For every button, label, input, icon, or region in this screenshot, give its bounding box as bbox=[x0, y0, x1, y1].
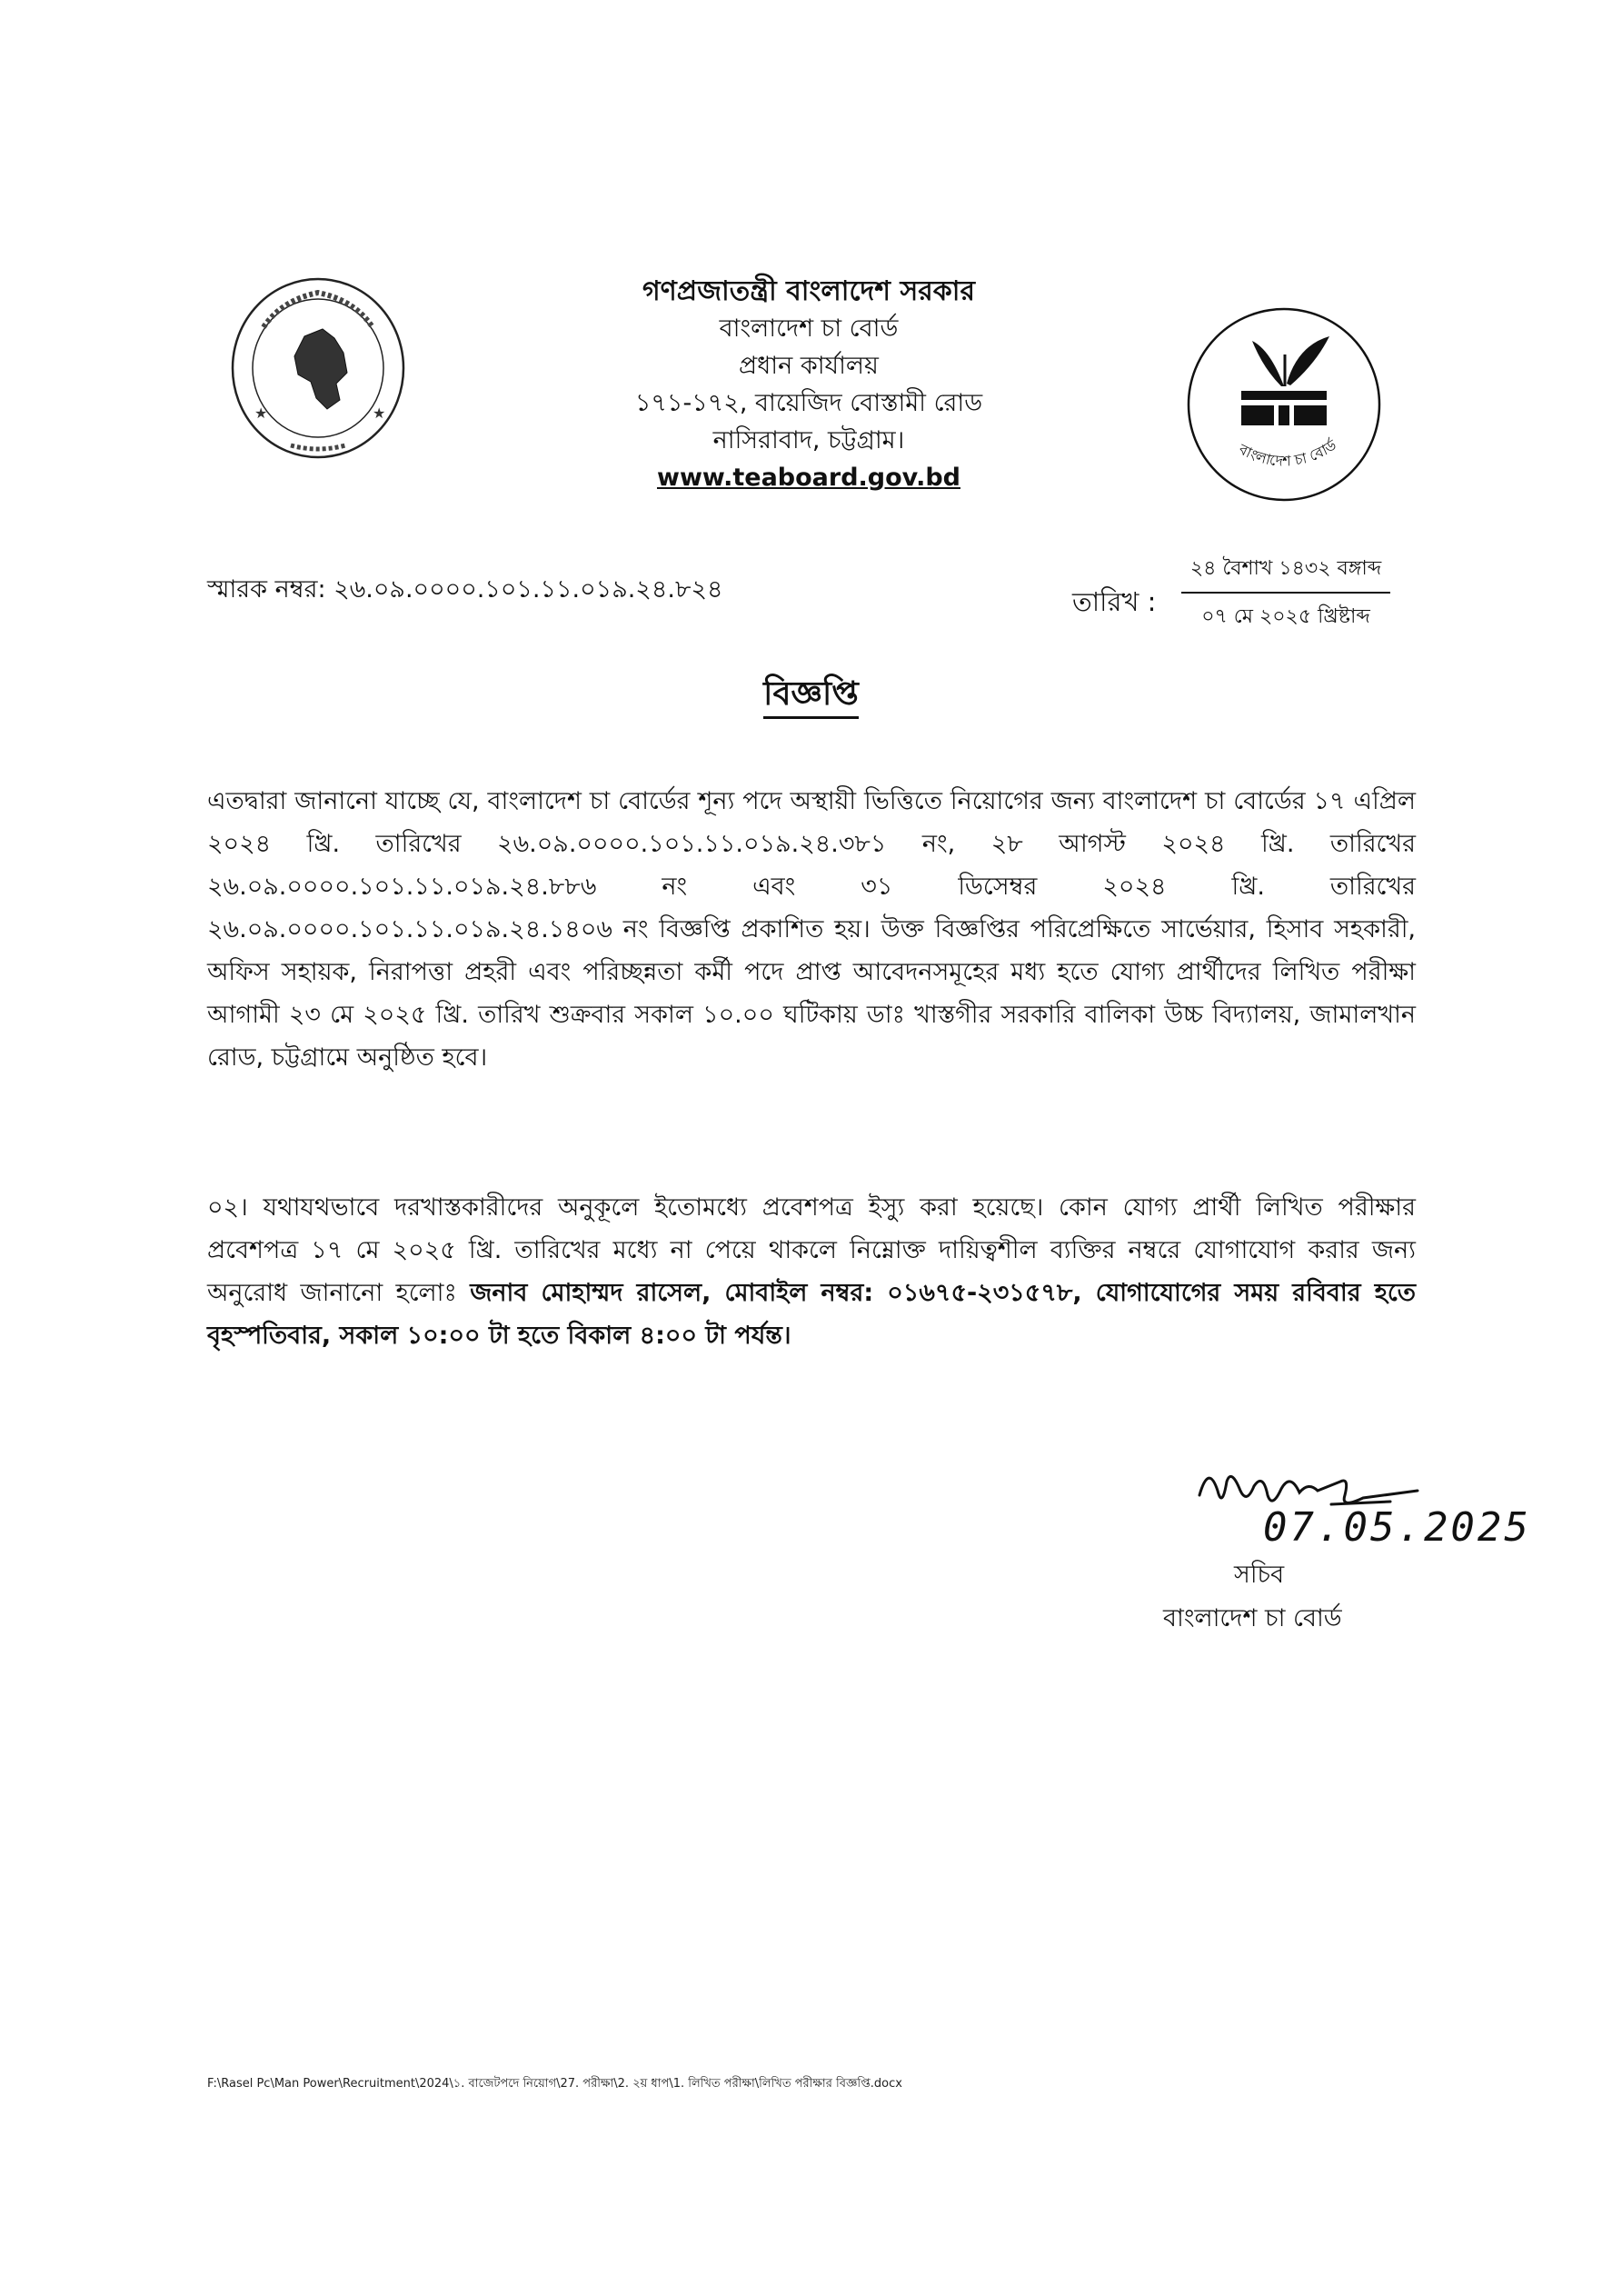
address-line: ১৭১-১৭২, বায়েজিদ বোস্তামী রোড bbox=[634, 389, 983, 417]
paragraph-1: এতদ্বারা জানানো যাচ্ছে যে, বাংলাদেশ চা বোর্ডের শূন্য পদে অস্থায়ী ভিত্তিতে নিয়োগের জন্য বাংলাদেশ চা বোর্ডের ১৭ এপ্রিল ২০২৪ খ্রি. তারিখের ২৬.০৯.০০০০.১০১.১১.০১৯.২৪.৩৮১ নং, ২৮ আগস্ট ২০২৪ খ্রি. তারিখের ২৬.০৯.০০০০.১০১.১১.০১৯.২৪.৮৮৬ নং এবং ৩১ ডিসেম্বর ২০২৪ খ্রি. তারিখের ২৬.০৯.০০০০.১০১.১১.০১৯.২৪.১৪০৬ নং বিজ্ঞপ্তি প্রকাশিত হয়। উক্ত বিজ্ঞপ্তির পরিপ্রেক্ষিতে সার্ভেয়ার, হিসাব সহকারী, অফিস সহায়ক, নিরাপত্তা প্রহরী এবং পরিচ্ছন্নতা কর্মী পদে প্রাপ্ত আবেদনসমূহের মধ্য হতে যোগ্য প্রার্থীদের লিখিত পরীক্ষা আগামী ২৩ মে ২০২৫ খ্রি. তারিখ শুক্রবার সকাল ১০.০০ ঘটিকায় ডাঃ খাস্তগীর সরকারি বালিকা উচ্চ বিদ্যালয়, জামালখান রোড, চট্টগ্রামে অনুষ্ঠিত হবে। bbox=[207, 787, 1416, 1072]
paragraph-2 bbox=[207, 1186, 1416, 1357]
memo-number: স্মারক নম্বর: ২৬.০৯.০০০০.১০১.১১.০১৯.২৪.৮২৪ bbox=[207, 575, 723, 604]
bangladesh-government-seal-icon bbox=[227, 273, 409, 464]
date-gregorian: ০৭ মে ২০২৫ খ্রিষ্টাব্দ bbox=[1201, 605, 1370, 628]
organization-name: বাংলাদেশ চা বোর্ড bbox=[719, 314, 899, 343]
notice-title bbox=[0, 669, 1622, 724]
date-label: তারিখ : bbox=[1072, 586, 1157, 617]
signatory-organization: বাংলাদেশ চা বোর্ড bbox=[1163, 1604, 1342, 1632]
paragraph-2-lead: ০২। যথাযথভাবে দরখাস্তকারীদের অনুকূলে ইতোমধ্যে প্রবেশপত্র ইস্যু করা হয়েছে। কোন যোগ্য প্রার্থী লিখিত পরীক্ষার প্রবেশপত্র ১৭ মে ২০২৫ খ্রি. তারিখের মধ্যে না পেয়ে থাকলে নিম্নোক্ত দায়িত্বশীল ব্যক্তির নম্বরে যোগাযোগ করার জন্য অনুরোধ জানানো হলোঃ bbox=[207, 1193, 1416, 1307]
office-name: প্রধান কার্যালয় bbox=[739, 352, 879, 380]
footer-file-path: F:\Rasel Pc\Man Power\Recruitment\2024\১. বাজেটপদে নিয়োগ\27. পরীক্ষা\2. ২য় ধাপ\1. লিখিত পরীক্ষা\লিখিত পরীক্ষার বিজ্ঞপ্তি.docx bbox=[207, 2077, 902, 2091]
tea-board-logo-icon bbox=[1179, 300, 1388, 509]
notice-title-text: বিজ্ঞপ্তি bbox=[763, 675, 859, 719]
svg-text:★: ★ bbox=[373, 404, 386, 422]
handwritten-date: 07.05.2025 bbox=[1263, 1504, 1531, 1551]
letterhead bbox=[509, 273, 1109, 496]
svg-text:বাংলাদেশ চা বোর্ড bbox=[1236, 436, 1340, 470]
government-name: গণপ্রজাতন্ত্রী বাংলাদেশ সরকার bbox=[642, 275, 975, 307]
contact-info: জনাব মোহাম্মদ রাসেল, মোবাইল নম্বর: ০১৬৭৫-২৩১৫৭৮, যোগাযোগের সময় রবিবার হতে বৃহস্পতিবার, সকাল ১০:০০ টা হতে বিকাল ৪:০০ টা পর্যন্ত। bbox=[207, 1279, 1417, 1350]
date-bangla: ২৪ বৈশাখ ১৪৩২ বঙ্গাব্দ bbox=[1181, 553, 1390, 594]
website-link[interactable]: www.teaboard.gov.bd bbox=[657, 464, 960, 492]
signatory-designation: সচিব bbox=[1234, 1561, 1285, 1589]
date-block bbox=[1181, 553, 1390, 634]
svg-text:★: ★ bbox=[254, 404, 268, 422]
logo-text: বাংলাদেশ চা বোর্ড bbox=[1236, 435, 1340, 470]
city-line: নাসিরাবাদ, চট্টগ্রাম। bbox=[712, 426, 905, 454]
